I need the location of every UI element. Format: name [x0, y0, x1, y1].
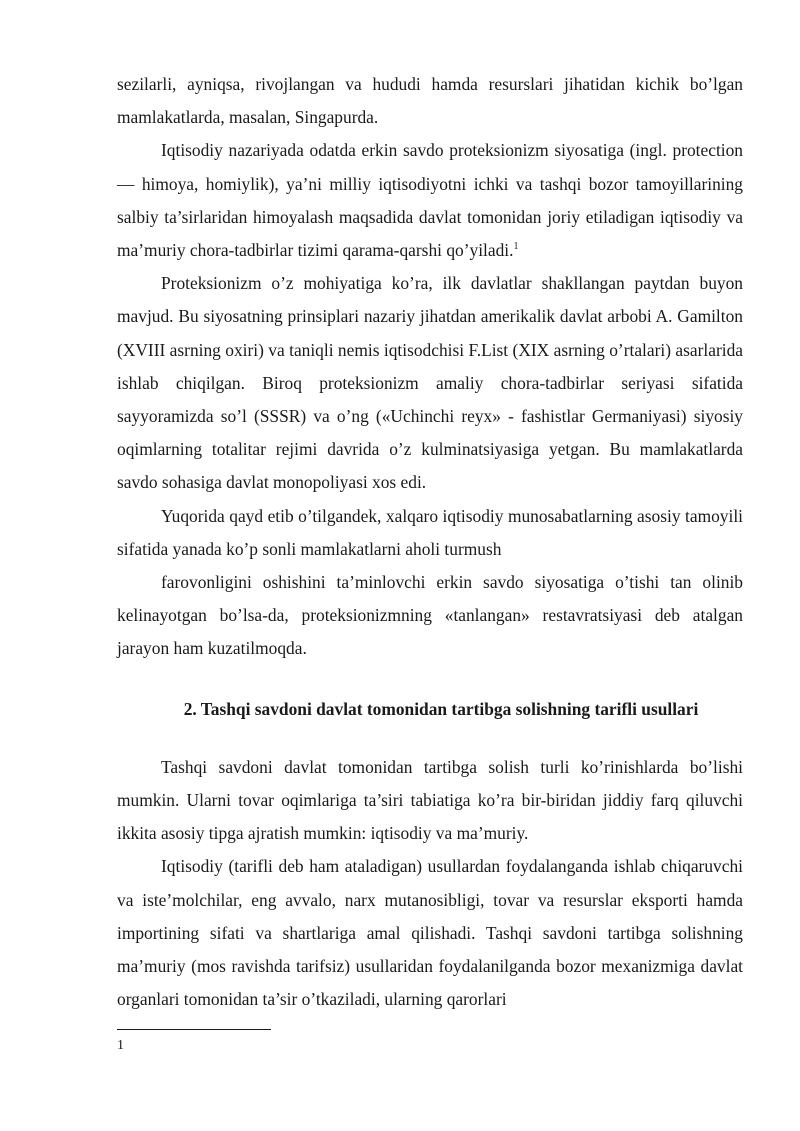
- paragraph-international-relations: Yuqorida qayd etib o’tilgandek, xalqaro iqtisodiy munosabatlarning asosiy tamoyili sifatida yanada ko’p sonli mamlakatlarni aholi turmush: [117, 505, 743, 559]
- paragraph-free-trade-vs-protectionism: [117, 134, 743, 267]
- footnote-separator: [117, 1029, 271, 1030]
- paragraph-economic-methods: Iqtisodiy (tarifli deb ham ataladigan) usullardan foydalanganda ishlab chiqaruvchi va iste’molchilar, eng avvalo, narx mutanosibligi, tovar va resurslar eksporti hamda importining sifati va shartlariga amal qilishadi. Tashqi savdoni tartibga solishning ma’muriy (mos ravishda tarifsiz) usullaridan foydalanilganda bozor mexanizmiga davlat organlari tomonidan ta’sir o’tkaziladi, ularning qarorlari: [117, 856, 743, 1010]
- document-body: [117, 68, 743, 1016]
- footnote-reference[interactable]: 1: [513, 241, 519, 253]
- paragraph-protectionism-history: Proteksionizm o’z mohiyatiga ko’ra, ilk davlatlar shakllangan paytdan buyon mavjud. Bu siyosatning prinsiplari nazariy jihatdan amerikalik davlat arbobi A. Gamilton (XVIII asrning oxiri) va taniqli nemis iqtisodchisi F.List (XIX asrning o’rtalari) asarlarida ishlab chiqilgan. Biroq proteksionizm amaliy chora-tadbirlar seriyasi sifatida sayyoramizda so’l (SSSR) va o’ng («Uchinchi reyx» - fashistlar Germaniyasi) siyosiy oqimlarning totalitar rejimi davrida o’z kulminatsiyasiga yetgan. Bu mamlakatlarda savdo sohasiga davlat monopoliyasi xos edi.: [117, 273, 743, 493]
- paragraph-selective-restoration: farovonligini oshishini ta’minlovchi erkin savdo siyosatiga o’tishi tan olinib kelinayotgan bo’lsa-da, proteksionizmning «tanlangan» restavratsiyasi deb atalgan jarayon ham kuzatilmoqda.: [117, 572, 743, 659]
- paragraph-continuation: sezilarli, ayniqsa, rivojlangan va hududi hamda resurslari jihatidan kichik bo’lgan mamlakatlarda, masalan, Singapurda.: [117, 74, 743, 128]
- paragraph-text: Iqtisodiy nazariyada odatda erkin savdo proteksionizm siyosatiga (ingl. protection — himoya, homiylik), ya’ni milliy iqtisodiyotni ichki va tashqi bozor tamoyillarining salbiy ta’sirlaridan himoyalash maqsadida davlat tomonidan joriy etiladigan iqtisodiy va ma’muriy chora-tadbirlar tizimi qarama-qarshi qo’yiladi.: [117, 140, 743, 261]
- paragraph-regulation-types: Tashqi savdoni davlat tomonidan tartibga solish turli ko’rinishlarda bo’lishi mumkin. Ularni tovar oqimlariga ta’siri tabiatiga ko’ra bir-biridan jiddiy farq qiluvchi ikkita asosiy tipga ajratish mumkin: iqtisodiy va ma’muriy.: [117, 756, 743, 844]
- footnote-number: 1: [117, 1038, 124, 1053]
- section-heading: 2. Tashqi savdoni davlat tomonidan tartibga solishning tarifli usullari: [183, 698, 699, 719]
- footnote: [117, 1038, 124, 1054]
